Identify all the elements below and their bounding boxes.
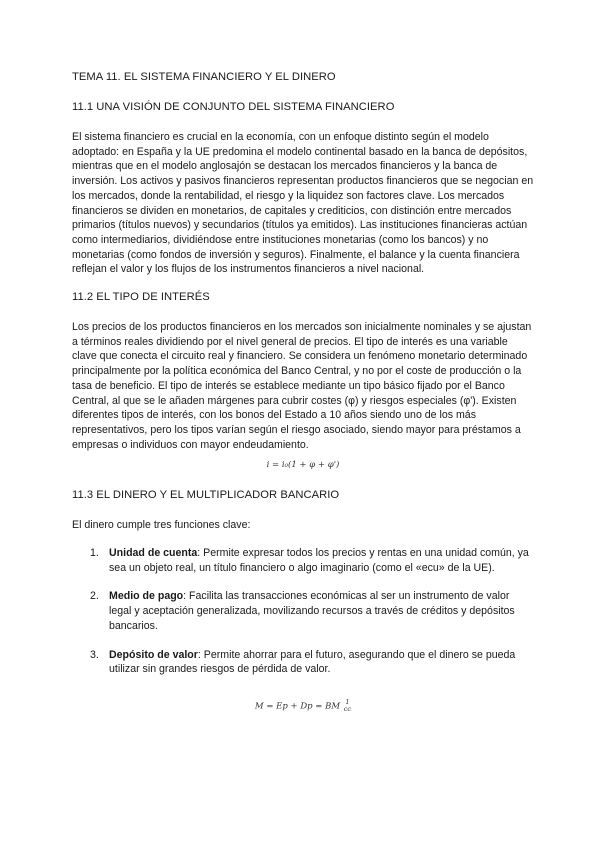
list-item-text: : Facilita las transacciones económicas al ser un instrumento de valor legal y aceptación generalizada, movilizando recursos a través de créditos y depósitos bancarios. (109, 590, 515, 632)
formula-fraction (344, 699, 351, 713)
list-item-number: 2. (90, 590, 99, 603)
formula-mid: = Ep + Dp = BM (266, 701, 341, 712)
money-multiplier-formula (72, 699, 534, 713)
section-11-1-paragraph: El sistema financiero es crucial en la economía, con un enfoque distinto según el modelo adoptado: en España y la UE predomina el modelo continental basado en la banca de depósitos, mientras que en el modelo anglosajón se destacan los mercados financieros y la banca de inversión. Los activos y pasivos financieros representan productos financieros que se negocian en los mercados, donde la rentabilidad, el riesgo y la liquidez son factores clave. Los mercados financieros se dividen en monetarios, de capitales y crediticios, con distinción entre mercados primarios (títulos nuevos) y secundarios (títulos ya emitidos). Las instituciones financieras actúan como intermediarios, dividiéndose entre instituciones monetarias (como los bancos) y no monetarias (como fondos de inversión y seguros). Finalmente, el balance y la cuenta financiera reflejan el valor y los flujos de los instrumentos financieros a nivel nacional. (72, 131, 534, 276)
section-11-2-paragraph: Los precios de los productos financieros en los mercados son inicialmente nominales y se ajustan a términos reales dividiendo por el nivel general de precios. El tipo de interés es una variable clave que conecta el circuito real y financiero. Se considera un fenómeno monetario determinado principalmente por la política económica del Banco Central, y no por el coste de producción o la tasa de beneficio. El tipo de interés se establece mediante un tipo básico fijado por el Banco Central, al que se le añaden márgenes para cubrir costes (φ) y riesgos especiales (φ'). Existen diferentes tipos de interés, con los bonos del Estado a 10 años siendo uno de los más representativos, pero los tipos varían según el riesgo asociado, siendo mayor para préstamos a empresas o individuos con mayor endeudamiento. (72, 321, 532, 451)
list-item (72, 546, 534, 575)
section-heading-11-1: 11.1 UNA VISIÓN DE CONJUNTO DEL SISTEMA FINANCIERO (72, 101, 395, 113)
formula-lhs: M (254, 701, 264, 712)
list-item-term: Medio de pago (109, 590, 184, 603)
list-item-number: 1. (90, 547, 99, 560)
list-item-text: : Permite expresar todos los precios y rentas en una unidad común, ya sea un objeto real, un título financiero o algo imaginario (como el «ecu» de la UE). (109, 547, 529, 574)
list-item (72, 589, 534, 633)
document-body (72, 70, 534, 713)
section-heading-11-2: 11.2 EL TIPO DE INTERÉS (72, 291, 210, 304)
formula-numerator: 1 (345, 697, 350, 706)
interest-rate-formula: i = i₀(1 + φ + φ') (266, 460, 340, 471)
money-functions-list (72, 546, 534, 677)
list-item-number: 3. (90, 648, 99, 661)
section-heading-11-3: 11.3 EL DINERO Y EL MULTIPLICADOR BANCARIO (72, 489, 340, 502)
section-11-3-intro: El dinero cumple tres funciones clave: (72, 519, 251, 532)
list-item-term: Depósito de valor (109, 648, 198, 661)
formula-denominator: cc (343, 704, 352, 713)
document-title: TEMA 11. EL SISTEMA FINANCIERO Y EL DINERO (72, 71, 336, 83)
list-item-text: : Permite ahorrar para el futuro, asegurando que el dinero se pueda utilizar sin grandes riesgos de pérdida de valor. (109, 648, 516, 676)
list-item-term: Unidad de cuenta (109, 547, 198, 560)
list-item (72, 648, 534, 677)
